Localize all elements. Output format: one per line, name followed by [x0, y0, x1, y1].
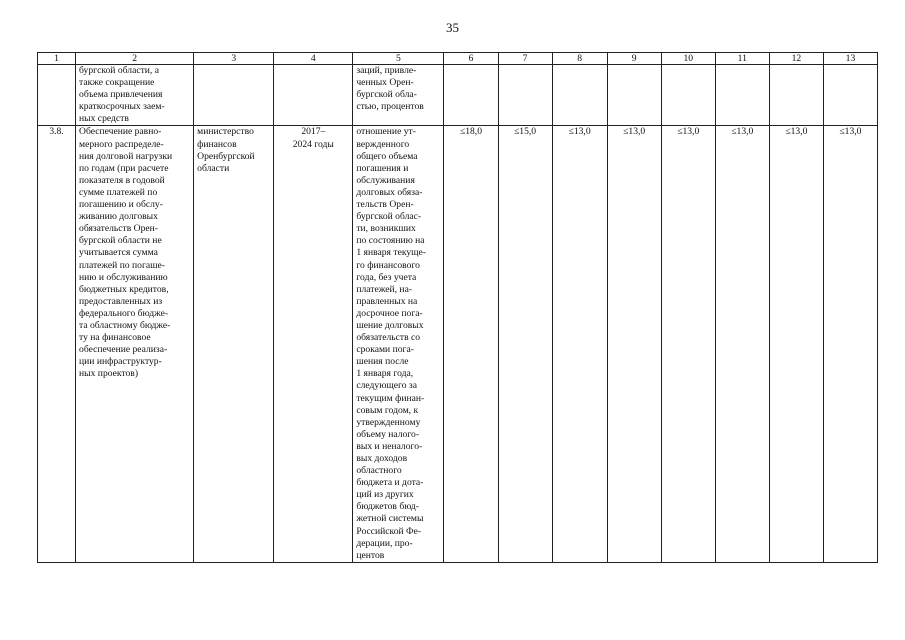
cell-text-line: долговых обяза-	[356, 186, 423, 198]
header-col-1: 1	[38, 53, 76, 65]
cell-text-line: бургской области не	[79, 235, 162, 247]
cell-text-line: 2024 годы	[292, 138, 334, 150]
cell-executor	[194, 65, 274, 126]
cell-text-line: бургской обла-	[356, 89, 417, 101]
cell-text-line: ции инфраструктур-	[79, 356, 162, 368]
cell-text-line: тельств Орен-	[356, 199, 414, 211]
cell-text-line: бюджета и дота-	[356, 477, 424, 489]
cell-text-line: ченных Орен-	[356, 77, 414, 89]
cell-value-2019: ≤13,0	[552, 126, 607, 562]
cell-text-line: шение долговых	[356, 319, 424, 331]
cell-text-line: текущим финан-	[356, 392, 425, 404]
header-col-7: 7	[498, 53, 552, 65]
header-col-3: 3	[194, 53, 274, 65]
cell-text-line: бюджетов бюд-	[356, 501, 419, 513]
header-col-6: 6	[444, 53, 498, 65]
cell-text-line: обязательств со	[356, 332, 421, 344]
header-col-4: 4	[274, 53, 353, 65]
cell-text-line: та областному бюдже-	[79, 319, 171, 331]
header-col-12: 12	[769, 53, 823, 65]
header-col-9: 9	[607, 53, 661, 65]
cell-value-2024: ≤13,0	[823, 126, 877, 562]
cell-value	[444, 65, 498, 126]
cell-value-2021: ≤13,0	[661, 126, 715, 562]
cell-task	[76, 65, 194, 126]
cell-text-line: финансов	[197, 138, 237, 150]
cell-text-line: заций, привле-	[356, 65, 417, 76]
header-row	[38, 53, 878, 65]
cell-text-line: также сокращение	[79, 77, 155, 89]
cell-text-line: бургской облас-	[356, 211, 422, 223]
cell-text-line: объему налого-	[356, 428, 420, 440]
cell-text-line: по годам (при расчете	[79, 162, 169, 174]
cell-text-line: погашения и	[356, 162, 409, 174]
cell-text-line: сумме платежей по	[79, 186, 158, 198]
cell-text-line: вых и неналого-	[356, 440, 423, 452]
cell-text-line: Обеспечение равно-	[79, 126, 162, 138]
cell-value-2022: ≤13,0	[715, 126, 769, 562]
cell-text-line: федерального бюдже-	[79, 307, 169, 319]
cell-text-line: платежей, на-	[356, 283, 413, 295]
table-header	[38, 53, 878, 65]
cell-period	[274, 65, 353, 126]
cell-text-line: ти, возникших	[356, 223, 416, 235]
header-col-8: 8	[552, 53, 607, 65]
cell-text-line: живанию долговых	[79, 211, 158, 223]
cell-text-line: Российской Фе-	[356, 525, 422, 537]
cell-text-line: центов	[356, 549, 385, 561]
cell-text-line: го финансового	[356, 259, 420, 271]
cell-value	[769, 65, 823, 126]
header-col-2: 2	[76, 53, 194, 65]
header-col-5: 5	[353, 53, 444, 65]
cell-value	[823, 65, 877, 126]
cell-text-line: ния долговой нагрузки	[79, 150, 173, 162]
cell-value-2020: ≤13,0	[607, 126, 661, 562]
cell-text-line: ных средств	[79, 113, 129, 125]
cell-text-line: по состоянию на	[356, 235, 425, 247]
cell-text-line: предоставленных из	[79, 295, 163, 307]
cell-text-line: бюджетных кредитов,	[79, 283, 169, 295]
cell-text-line: бургской области, а	[79, 65, 159, 76]
cell-text-line: учитывается сумма	[79, 247, 158, 259]
cell-text-line: обязательств Орен-	[79, 223, 158, 235]
cell-text-line: досрочное пога-	[356, 307, 423, 319]
cell-text-line: показателя в годовой	[79, 174, 165, 186]
cell-number: 3.8.	[38, 126, 76, 562]
cell-task	[76, 126, 194, 562]
cell-number	[38, 65, 76, 126]
cell-text-line: погашению и обслу-	[79, 199, 163, 211]
header-col-10: 10	[661, 53, 715, 65]
cell-text-line: обеспечение реализа-	[79, 344, 168, 356]
cell-text-line: Оренбургской	[197, 150, 255, 162]
indicators-table	[37, 52, 878, 563]
cell-value-2023: ≤13,0	[769, 126, 823, 562]
cell-text-line: правленных на	[356, 295, 418, 307]
header-col-13: 13	[823, 53, 877, 65]
cell-indicator	[353, 126, 444, 562]
cell-value	[661, 65, 715, 126]
cell-value	[552, 65, 607, 126]
cell-text-line: министерство	[197, 126, 254, 138]
page-number: 35	[446, 20, 459, 35]
cell-value-2018: ≤15,0	[498, 126, 552, 562]
cell-indicator	[353, 65, 444, 126]
cell-value	[715, 65, 769, 126]
cell-text-line: объема привлечения	[79, 89, 163, 101]
cell-text-line: краткосрочных заем-	[79, 101, 165, 113]
cell-text-line: дерации, про-	[356, 537, 413, 549]
cell-value	[607, 65, 661, 126]
cell-text-line: сроками пога-	[356, 344, 414, 356]
table-row-continuation	[38, 65, 878, 126]
cell-text-line: 1 января текуще-	[356, 247, 426, 259]
cell-text-line: 1 января года,	[356, 368, 414, 380]
cell-text-line: следующего за	[356, 380, 417, 392]
cell-text-line: года, без учета	[356, 271, 417, 283]
cell-executor	[194, 126, 274, 562]
cell-text-line: нию и обслуживанию	[79, 271, 168, 283]
cell-text-line: общего объема	[356, 150, 418, 162]
cell-text-line: шения после	[356, 356, 409, 368]
cell-text-line: утвержденному	[356, 416, 421, 428]
cell-text-line: 2017–	[301, 126, 326, 138]
cell-text-line: ту на финансовое	[79, 332, 151, 344]
cell-text-line: платежей по погаше-	[79, 259, 165, 271]
cell-text-line: ций из других	[356, 489, 414, 501]
cell-text-line: областного	[356, 465, 402, 477]
cell-text-line: области	[197, 162, 230, 174]
cell-text-line: вых доходов	[356, 453, 408, 464]
cell-text-line: отношение ут-	[356, 126, 416, 138]
cell-period	[274, 126, 353, 562]
cell-text-line: стью, процентов	[356, 101, 424, 113]
cell-text-line: обслуживания	[356, 174, 415, 186]
cell-text-line: мерного распределе-	[79, 138, 164, 150]
cell-text-line: вержденного	[356, 138, 410, 150]
cell-text-line: совым годом, к	[356, 404, 419, 416]
header-col-11: 11	[715, 53, 769, 65]
table-row-3-8	[38, 126, 878, 562]
cell-value	[498, 65, 552, 126]
cell-value-2017: ≤18,0	[444, 126, 498, 562]
cell-text-line: ных проектов)	[79, 368, 139, 380]
cell-text-line: жетной системы	[356, 513, 424, 525]
